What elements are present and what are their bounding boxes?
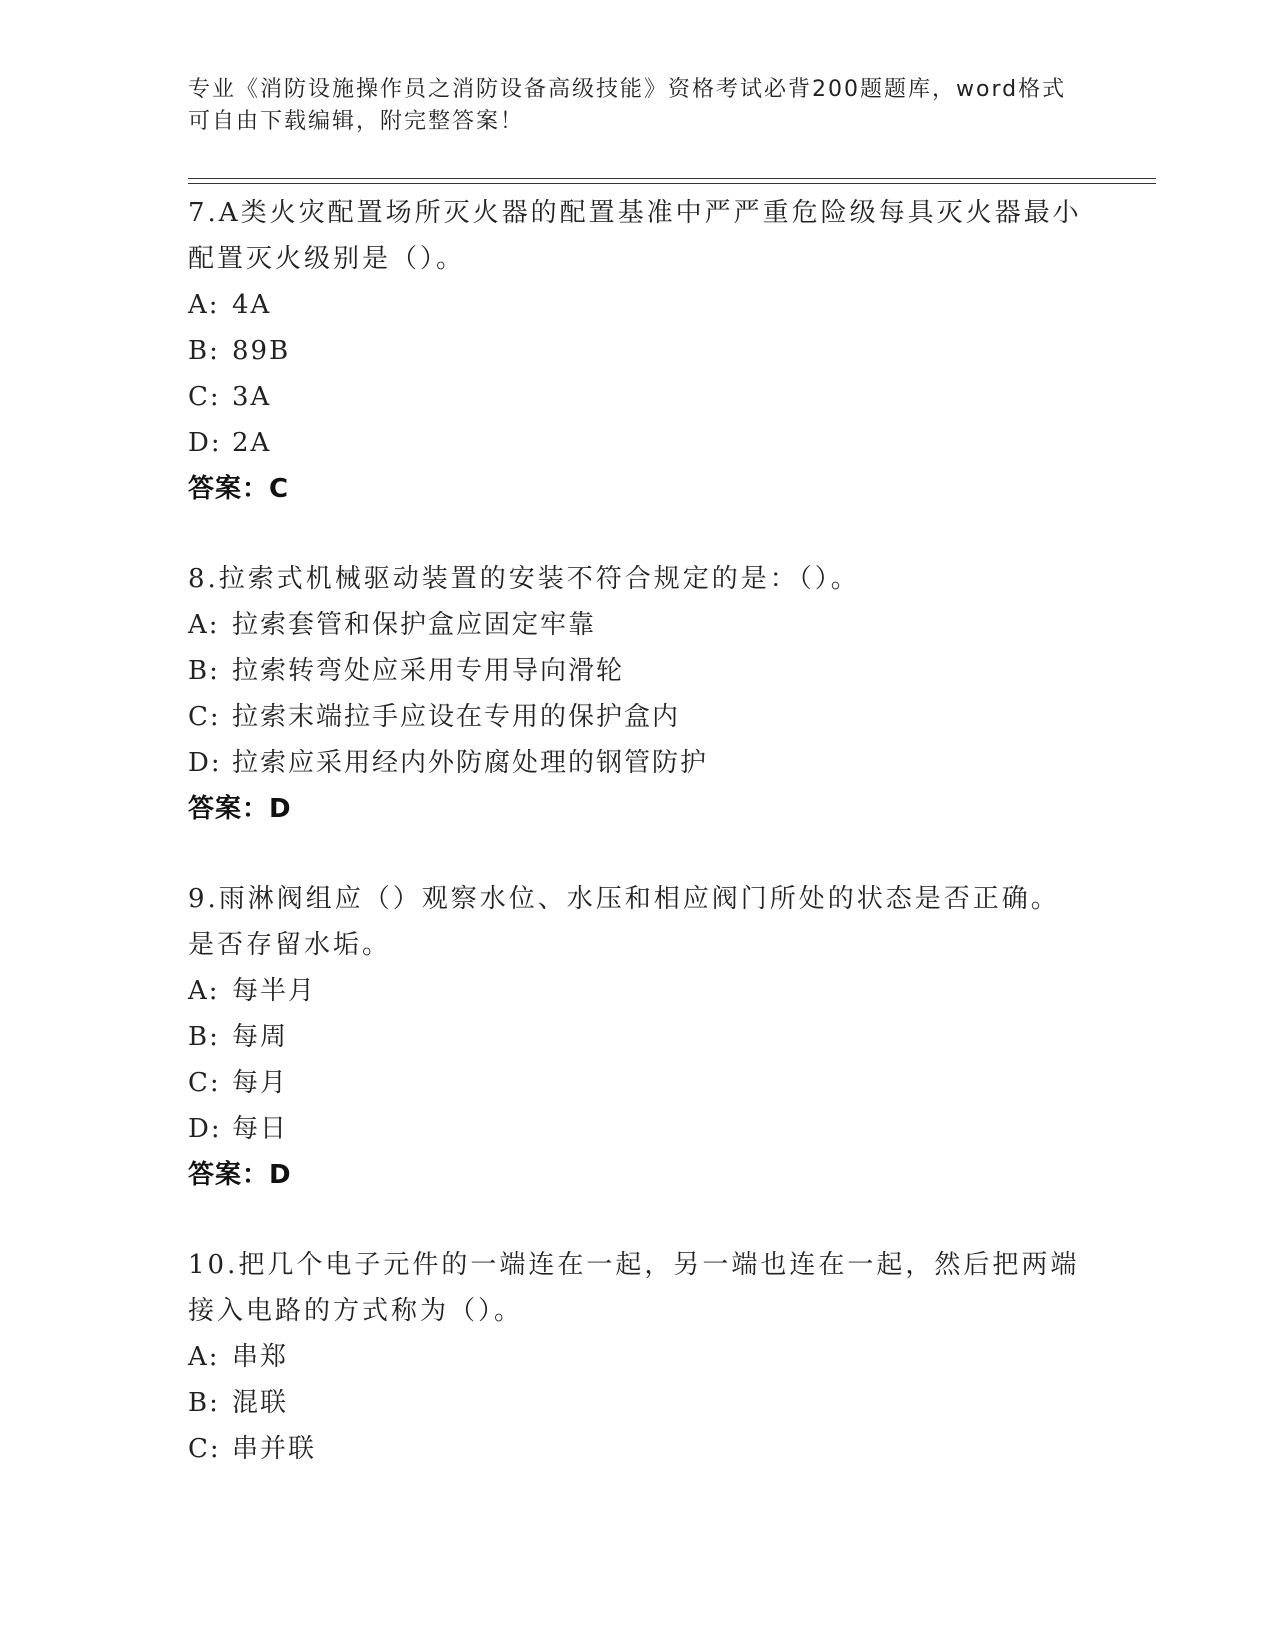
- option-text: 89B: [232, 336, 291, 366]
- option-letter: D:: [188, 748, 222, 778]
- option-letter: C:: [188, 702, 221, 732]
- spacer: [188, 1198, 1088, 1242]
- option-text: 拉索应采用经内外防腐处理的钢管防护: [232, 748, 709, 778]
- option-text: 混联: [232, 1388, 289, 1418]
- question-7: [188, 190, 1088, 512]
- option-letter: B:: [188, 336, 220, 366]
- question-stem: 7.A类火灾配置场所灭火器的配置基准中严严重危险级每具灭火器最小配置灭火级别是（）。: [188, 198, 1082, 274]
- option-b: [188, 1380, 1088, 1426]
- option-text: 每半月: [232, 976, 317, 1006]
- option-letter: D:: [188, 1114, 222, 1144]
- option-c: [188, 1060, 1088, 1106]
- option-text: 4A: [232, 290, 272, 320]
- question-stem: 8.拉索式机械驱动装置的安装不符合规定的是：（）。: [188, 564, 860, 594]
- question-stem: 9.雨淋阀组应（）观察水位、水压和相应阀门所处的状态是否正确。是否存留水垢。: [188, 884, 1060, 960]
- option-letter: B:: [188, 1022, 220, 1052]
- spacer: [188, 832, 1088, 876]
- option-text: 3A: [232, 382, 272, 412]
- option-c: [188, 1426, 1088, 1472]
- option-letter: A:: [188, 290, 220, 320]
- option-a: [188, 968, 1088, 1014]
- header-divider-top: [188, 178, 1156, 179]
- option-text: 2A: [232, 428, 272, 458]
- option-letter: A:: [188, 610, 220, 640]
- option-text: 拉索套管和保护盒应固定牢靠: [232, 610, 597, 640]
- option-letter: C:: [188, 1068, 221, 1098]
- option-letter: B:: [188, 656, 220, 686]
- document-header: [188, 74, 1088, 138]
- answer-label: 答案：C: [188, 474, 290, 504]
- option-b: [188, 328, 1088, 374]
- answer-label: 答案：D: [188, 794, 292, 824]
- option-text: 拉索末端拉手应设在专用的保护盒内: [232, 702, 681, 732]
- option-text: 每周: [232, 1022, 289, 1052]
- answer-label: 答案：D: [188, 1160, 292, 1190]
- option-letter: D:: [188, 428, 222, 458]
- question-8: [188, 556, 1088, 832]
- header-title: 专业《消防设施操作员之消防设备高级技能》资格考试必背200题题库，word格式可自由下载编辑，附完整答案！: [188, 77, 1067, 134]
- header-divider-bottom: [188, 183, 1156, 184]
- question-9: [188, 876, 1088, 1198]
- option-text: 每月: [232, 1068, 289, 1098]
- option-d: [188, 420, 1088, 466]
- option-text: 每日: [232, 1114, 289, 1144]
- option-b: [188, 1014, 1088, 1060]
- option-c: [188, 694, 1088, 740]
- option-letter: B:: [188, 1388, 220, 1418]
- option-letter: A:: [188, 1342, 220, 1372]
- question-stem: 10.把几个电子元件的一端连在一起，另一端也连在一起，然后把两端接入电路的方式称为（）。: [188, 1250, 1080, 1326]
- option-text: 拉索转弯处应采用专用导向滑轮: [232, 656, 625, 686]
- option-letter: A:: [188, 976, 220, 1006]
- option-c: [188, 374, 1088, 420]
- option-b: [188, 648, 1088, 694]
- option-a: [188, 282, 1088, 328]
- option-letter: C:: [188, 382, 221, 412]
- question-list: [188, 190, 1088, 1472]
- option-text: 串并联: [232, 1434, 317, 1464]
- spacer: [188, 512, 1088, 556]
- option-d: [188, 740, 1088, 786]
- option-text: 串郑: [232, 1342, 289, 1372]
- question-10: [188, 1242, 1088, 1472]
- option-letter: C:: [188, 1434, 221, 1464]
- option-d: [188, 1106, 1088, 1152]
- option-a: [188, 1334, 1088, 1380]
- option-a: [188, 602, 1088, 648]
